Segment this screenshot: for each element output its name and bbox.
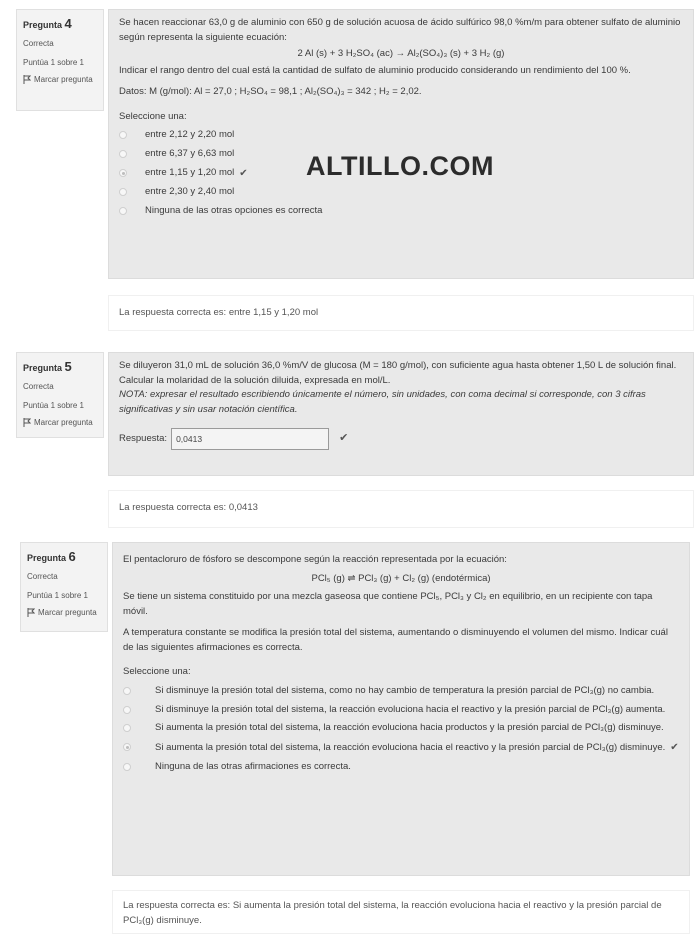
radio-button[interactable] <box>119 169 127 177</box>
question-4-prompt: Seleccione una: <box>119 110 187 122</box>
question-6-options <box>123 684 679 775</box>
option-item[interactable]: Si aumenta la presión total del sistema, la reacción evoluciona hacia productos y la presión parcial de PCl₃(g) disminuye. <box>123 721 679 736</box>
question-5-text: Se diluyeron 31,0 mL de solución 36,0 %m/V de glucosa (M = 180 g/mol), con suficiente agua hasta obtener 1,50 L de solución final. Calcular la molaridad de la solución diluida, expresada en mol/L. <box>119 360 677 386</box>
flag-icon <box>27 608 35 617</box>
checkmark-icon: ✔ <box>670 742 679 754</box>
question-4-content <box>108 9 694 279</box>
question-6-text: El pentacloruro de fósforo se descompone según la reacción representada por la ecuación: <box>123 554 507 565</box>
question-6-feedback: La respuesta correcta es: Si aumenta la presión total del sistema, la reacción evoluciona hacia el reactivo y la presión parcial de PCl₃(g) disminuye. <box>112 890 690 934</box>
question-5-note: NOTA: expresar el resultado escribiendo únicamente el número, sin unidades, con coma decimal si corresponde, con 3 cifras significativas y sin usar notación científica. <box>119 389 646 416</box>
option-item[interactable]: entre 1,15 y 1,20 mol ✔ <box>119 166 683 182</box>
checkmark-icon: ✔ <box>339 432 349 445</box>
flag-question-6-link[interactable]: Marcar pregunta <box>27 608 101 617</box>
radio-button[interactable] <box>119 207 127 215</box>
answer-label: Respuesta: <box>119 432 168 444</box>
question-4-number: Pregunta 4 <box>23 16 72 31</box>
question-6-number: Pregunta 6 <box>27 549 76 564</box>
question-6-prompt: Seleccione una: <box>123 666 191 678</box>
question-5-state: Correcta <box>23 382 54 391</box>
question-6-state: Correcta <box>27 572 58 581</box>
question-4-text: Se hacen reaccionar 63,0 g de aluminio con 650 g de solución acuosa de ácido sulfúrico 98,0 %m/m para obtener sulfato de aluminio según representa la siguiente ecuación: <box>119 17 681 43</box>
question-4-info <box>16 9 104 111</box>
option-item[interactable]: Si disminuye la presión total del sistema, como no hay cambio de temperatura la presión parcial de PCl₃(g) no cambia. <box>123 684 679 699</box>
question-5-number: Pregunta 5 <box>23 359 72 374</box>
answer-input[interactable]: 0,0413 <box>171 428 329 450</box>
question-4-state: Correcta <box>23 39 54 48</box>
option-item[interactable]: Ninguna de las otras opciones es correcta <box>119 204 683 219</box>
option-item[interactable]: entre 6,37 y 6,63 mol <box>119 147 683 162</box>
question-6-equation: PCl₅ (g) ⇌ PCl₃ (g) + Cl₂ (g) (endotérmica) <box>311 572 491 584</box>
question-4-grade: Puntúa 1 sobre 1 <box>23 58 84 67</box>
flag-question-5-link[interactable]: Marcar pregunta <box>23 418 97 427</box>
option-item[interactable]: Si disminuye la presión total del sistema, la reacción evoluciona hacia el reactivo y la presión parcial de PCl₃(g) aumenta. <box>123 703 679 718</box>
question-6-text-3: A temperatura constante se modifica la presión total del sistema, aumentando o disminuyendo el volumen del mismo. Indicar cuál de las siguientes afirmaciones es correcta. <box>123 626 668 653</box>
radio-button[interactable] <box>123 763 131 771</box>
radio-button[interactable] <box>123 706 131 714</box>
checkmark-icon: ✔ <box>239 167 248 179</box>
question-5-feedback: La respuesta correcta es: 0,0413 <box>108 490 694 528</box>
radio-button[interactable] <box>119 131 127 139</box>
answer-row <box>119 428 683 450</box>
question-6-info <box>20 542 108 632</box>
question-4-data: Datos: M (g/mol): Al = 27,0 ; H₂SO₄ = 98,1 ; Al₂(SO₄)₃ = 342 ; H₂ = 2,02. <box>119 85 422 97</box>
radio-button[interactable] <box>123 724 131 732</box>
flag-icon <box>23 418 31 427</box>
option-item[interactable]: entre 2,12 y 2,20 mol <box>119 128 683 143</box>
question-6-content <box>112 542 690 876</box>
flag-question-4-link[interactable]: Marcar pregunta <box>23 75 97 84</box>
question-5-info <box>16 352 104 438</box>
flag-icon <box>23 75 31 84</box>
question-6-text-2: Se tiene un sistema constituido por una mezcla gaseosa que contiene PCl₅, PCl₃ y Cl₂ en equilibrio, en un recipiente con tapa móvil. <box>123 591 653 618</box>
option-item[interactable]: entre 2,30 y 2,40 mol <box>119 185 683 200</box>
question-4-equation: 2 Al (s) + 3 H₂SO₄ (ac) → Al₂(SO₄)₃ (s) + 3 H₂ (g) <box>297 48 505 60</box>
question-4-text-2: Indicar el rango dentro del cual está la cantidad de sulfato de aluminio producido considerando un rendimiento del 100 %. <box>119 65 631 77</box>
radio-button[interactable] <box>123 687 131 695</box>
option-item[interactable]: Ninguna de las otras afirmaciones es correcta. <box>123 760 679 775</box>
question-5-content <box>108 352 694 476</box>
question-5-grade: Puntúa 1 sobre 1 <box>23 401 84 410</box>
radio-button[interactable] <box>123 743 131 751</box>
watermark: ALTILLO.COM <box>306 151 494 181</box>
radio-button[interactable] <box>119 188 127 196</box>
question-6-grade: Puntúa 1 sobre 1 <box>27 591 88 600</box>
radio-button[interactable] <box>119 150 127 158</box>
question-4-feedback: La respuesta correcta es: entre 1,15 y 1,20 mol <box>108 295 694 331</box>
option-item[interactable]: Si aumenta la presión total del sistema, la reacción evoluciona hacia el reactivo y la presión parcial de PCl₃(g) disminuye. ✔ <box>123 740 679 756</box>
